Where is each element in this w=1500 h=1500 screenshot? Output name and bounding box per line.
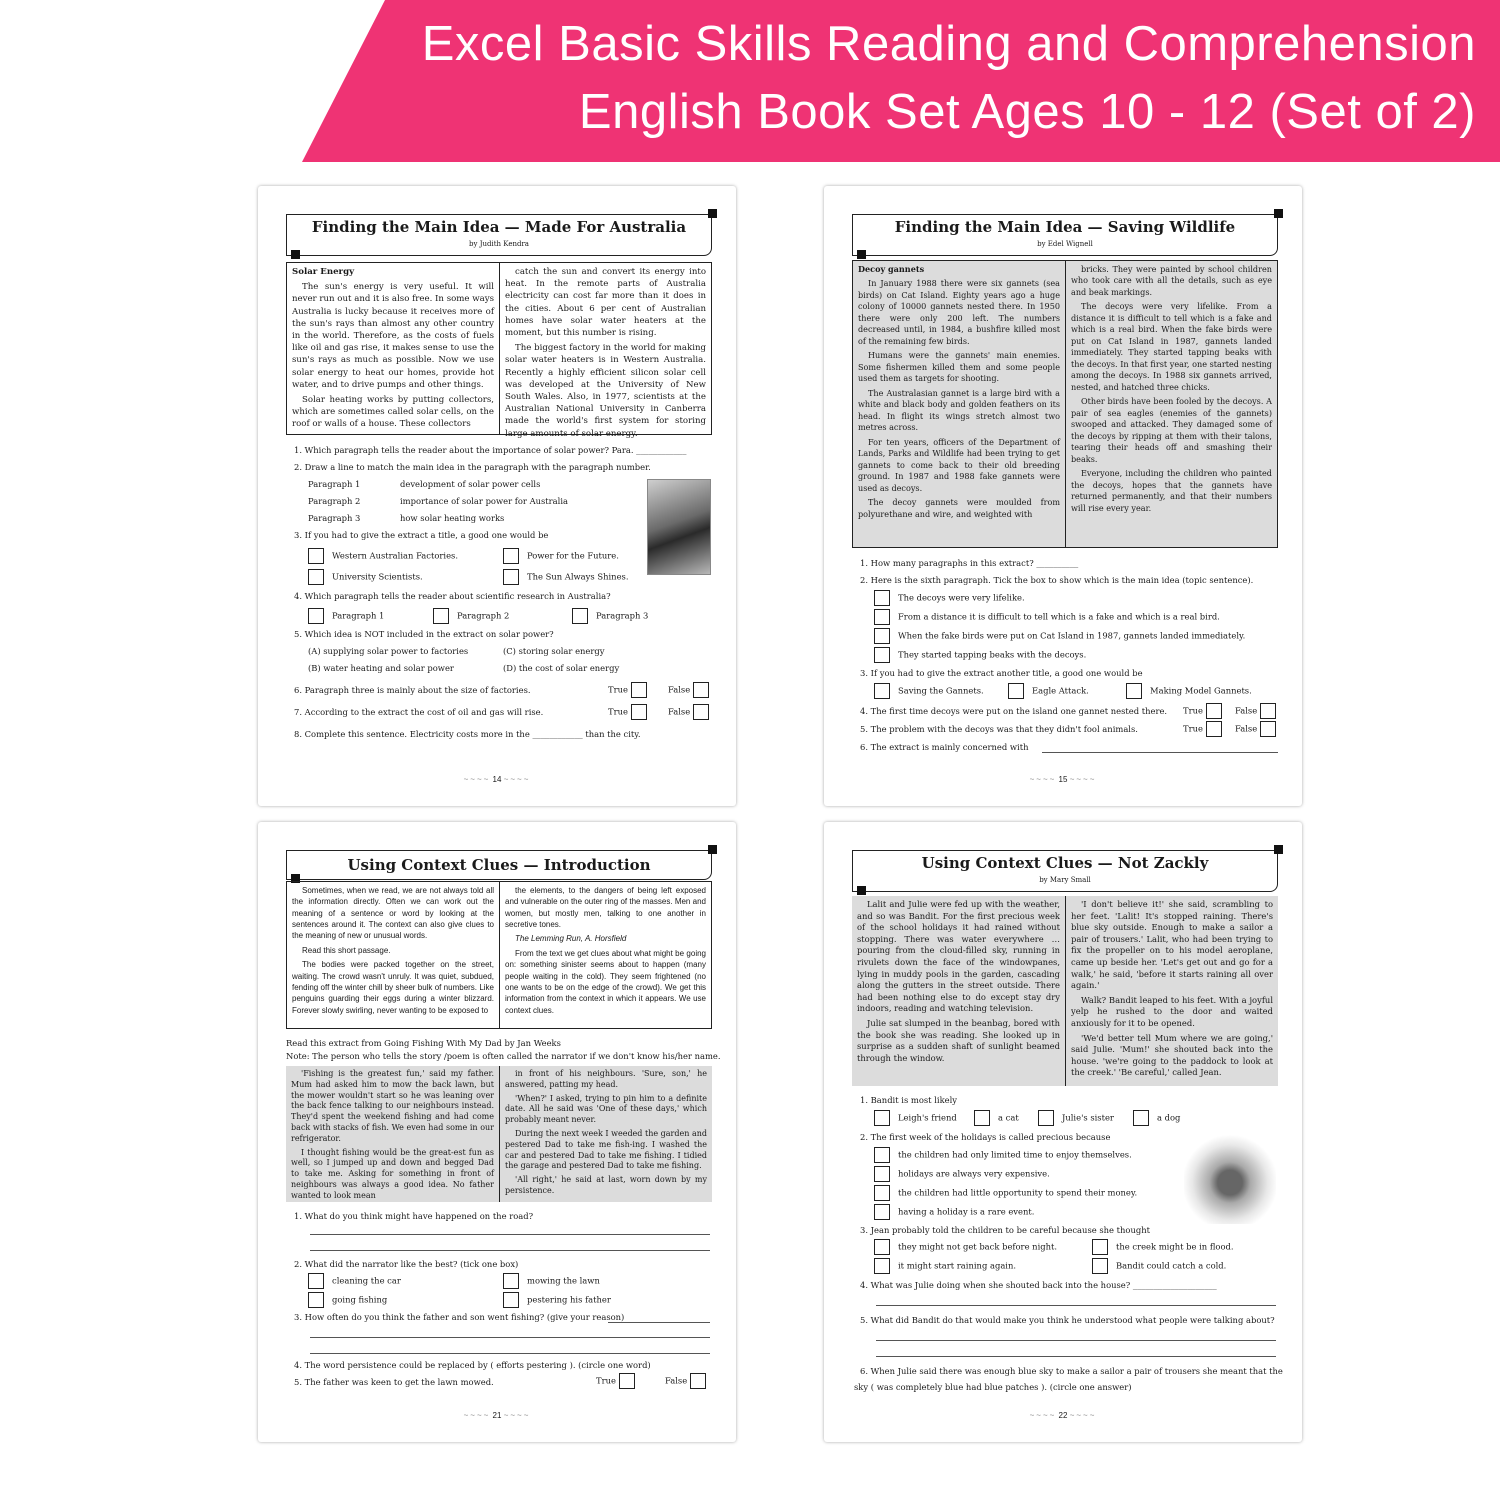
question-6: 6. Paragraph three is mainly about the size of factories. (294, 685, 531, 695)
passage-column-right (1065, 896, 1278, 1086)
passage-column-right (499, 263, 711, 439)
false-option[interactable]: False (1235, 703, 1284, 719)
question-3: 3. Jean probably told the children to be careful because she thought (860, 1225, 1150, 1235)
paragraph: 'We'd better tell Mum where we are going,' said Julie. 'Mum!' she shouted back into the house. 'we're going to the paddock to look at the creek.' 'Be careful,' called Jean. (1071, 1032, 1273, 1078)
passage-column-left (852, 896, 1065, 1086)
author: by Edel Wignell (1037, 240, 1093, 248)
passage-column-left (287, 882, 499, 1028)
checkbox[interactable] (1206, 703, 1222, 719)
question-4: 4. Which paragraph tells the reader about scientific research in Australia? (294, 591, 611, 601)
page-title: Using Context Clues — Introduction (347, 856, 651, 874)
banner-title-line-1: Excel Basic Skills Reading and Comprehension (421, 17, 1476, 71)
paragraph: in front of his neighbours. 'Sure, son,' he answered, patting my head. (505, 1069, 707, 1089)
checkbox[interactable] (1038, 1110, 1054, 1126)
paragraph: bricks. They were painted by school children who took care with all the details, such as eye and beak markings. (1071, 264, 1272, 297)
option[interactable]: having a holiday is a rare event. (874, 1204, 1034, 1220)
checkbox[interactable] (308, 608, 324, 624)
paragraph: 'Fishing is the greatest fun,' said my father. Mum had asked him to mow the back lawn, but the mower wouldn't start so he was leaning over the back fence talking to our neighbours instead. They'd spent the weekend fishing and had come back with stacks of fish. We even had some in our refrigerator. (291, 1069, 494, 1143)
question-8: 8. Complete this sentence. Electricity costs more in the ____________ than the city. (294, 729, 641, 739)
option[interactable]: Saving the Gannets. (874, 683, 984, 699)
passage-column-right (499, 882, 711, 1028)
option[interactable]: Western Australian Factories. (308, 548, 458, 564)
checkbox[interactable] (572, 608, 588, 624)
worksheet-page-15 (824, 186, 1302, 806)
match-label: Paragraph 1 (308, 479, 361, 489)
passage-column-left (287, 263, 499, 434)
paragraph: The decoy gannets were moulded from polyurethane and wire, and weighted with (858, 497, 1060, 519)
checkbox[interactable] (1260, 703, 1276, 719)
paragraph: The bodies were packed together on the street, waiting. The crowd wasn't unruly. It was quiet, subdued, fending off the winter chill by sheer bulk of numbers. Like penguins guarding their eggs during a winter blizzard. Forever slowly swirling, never wanting to be exposed to (292, 960, 494, 1015)
checkbox[interactable] (1008, 683, 1024, 699)
corner-square-icon (857, 886, 866, 895)
answer-line[interactable] (310, 1337, 710, 1338)
question-3: 3. If you had to give the extract another title, a good one would be (860, 668, 1143, 678)
option: (C) storing solar energy (503, 646, 605, 656)
checkbox[interactable] (1260, 721, 1276, 737)
worksheet-page-14 (258, 186, 736, 806)
paragraph: Sometimes, when we read, we are not always told all the information directly. Often we can work out the meaning of a sentence or word by looking at the sentences around it. The context can also give clues to the meaning of new or unusual words. (292, 886, 494, 941)
corner-square-icon (1274, 209, 1283, 218)
corner-square-icon (1274, 845, 1283, 854)
corner-square-icon (857, 250, 866, 259)
question-5: 5. Which idea is NOT included in the extract on solar power? (294, 629, 554, 639)
checkbox[interactable] (503, 569, 519, 585)
match-label: Paragraph 2 (308, 496, 361, 506)
paragraph: During the next week I weeded the garden and pestered Dad to take me fish-ing. I washed the car and pestered Dad to take me fishing. I tidied the garage and pestered Dad to take me fishing. (505, 1128, 707, 1171)
question-7: 7. According to the extract the cost of oil and gas will rise. (294, 707, 544, 717)
option[interactable]: University Scientists. (308, 569, 423, 585)
page-header (286, 850, 712, 880)
checkbox[interactable] (1126, 683, 1142, 699)
option[interactable]: Leigh's friend (874, 1110, 957, 1126)
corner-square-icon (708, 209, 717, 218)
answer-line[interactable] (876, 1356, 1276, 1357)
false-option[interactable]: False (668, 704, 717, 720)
passage-subheading: Decoy gannets (858, 264, 925, 274)
checkbox[interactable] (619, 1373, 635, 1389)
solar-collector-photo (647, 479, 711, 575)
question-6-continued: sky ( was completely blue had blue patches ). (circle one answer) (854, 1382, 1132, 1392)
page-number: ~~~~ 21 ~~~~ (463, 1411, 531, 1420)
match-idea: how solar heating works (400, 513, 505, 523)
reading-passage (852, 260, 1278, 548)
introduction-passage (286, 881, 712, 1029)
page-title: Using Context Clues — Not Zackly (921, 854, 1209, 872)
checkbox[interactable] (1133, 1110, 1149, 1126)
option[interactable]: pestering his father (503, 1292, 611, 1308)
checkbox[interactable] (974, 1110, 990, 1126)
answer-line[interactable] (1042, 752, 1278, 753)
question-2: 2. Here is the sixth paragraph. Tick the box to show which is the main idea (topic sentence). (860, 575, 1254, 585)
question-2: 2. The first week of the holidays is called precious because (860, 1132, 1111, 1142)
note: Note: The person who tells the story /poem is often called the narrator if we don't know his/her name. (286, 1051, 721, 1061)
checkbox[interactable] (503, 548, 519, 564)
checkbox[interactable] (874, 647, 890, 663)
option[interactable]: the children had little opportunity to spend their money. (874, 1185, 1137, 1201)
page-header (852, 850, 1278, 892)
question-5: 5. The problem with the decoys was that they didn't fool animals. (860, 724, 1138, 734)
paragraph: 'I don't believe it!' she said, scrambling to her feet. 'Lalit! It's stopped raining. There's blue sky outside. Enough to make a sailor a pair of trousers.' Lalit, who had been trying to fix the propeller on to his model aeroplane, came up beside her. 'Let's get out and go for a walk,' he said, 'before it starts raining all over again.' (1071, 899, 1273, 991)
paragraph: From the text we get clues about what might be going on: something sinister seems about to happen (many people waiting in the cold). They seem frightened (no one wants to be on the edge of the crowd). We get this information from the context in which it appears. We use context clues. (505, 948, 706, 1015)
match-label: Paragraph 3 (308, 513, 361, 523)
checkbox[interactable] (874, 609, 890, 625)
question-4: 4. The first time decoys were put on the island one gannet nested there. (860, 706, 1168, 716)
paragraph: Other birds have been fooled by the decoys. A pair of sea eagles (enemies of the gannets) swooped and attacked. They damaged some of the decoys by ripping at them with their talons, tearing their heads off and smashing their beaks. (1071, 396, 1272, 464)
question-3: 3. If you had to give the extract a title, a good one would be (294, 530, 549, 540)
answer-line[interactable] (310, 1234, 710, 1235)
option[interactable]: Paragraph 3 (572, 608, 648, 624)
paragraph: In January 1988 there were six gannets (sea birds) on Cat Island. Eighty years ago a huge colony of 10000 gannets nested there. In 1950 there were only 200 left. The numbers decreased until, in 1984, a bushfire killed most of the remaining few birds. (858, 278, 1060, 346)
answer-line[interactable] (608, 1322, 710, 1323)
checkbox[interactable] (690, 1373, 706, 1389)
question-1: 1. What do you think might have happened on the road? (294, 1211, 534, 1221)
option[interactable]: Power for the Future. (503, 548, 619, 564)
question-1: 1. How many paragraphs in this extract? __________ (860, 558, 1079, 568)
option[interactable]: cleaning the car (308, 1273, 401, 1289)
corner-square-icon (708, 845, 717, 854)
checkbox[interactable] (308, 569, 324, 585)
citation: The Lemming Run, A. Horsfield (515, 934, 627, 944)
option[interactable]: The decoys were very lifelike. (874, 590, 1025, 606)
option[interactable]: From a distance it is difficult to tell which is a fake and which is a real bird. (874, 609, 1220, 625)
false-option[interactable]: False (665, 1373, 714, 1389)
page-header (852, 214, 1278, 256)
answer-line[interactable] (310, 1250, 710, 1251)
paragraph: I thought fishing would be the great-est fun as well, so I jumped up and down and begged Dad to take me. Asking for something in front of neighbours was always a good idea. No father wanted to look mean (291, 1147, 494, 1200)
checkbox[interactable] (503, 1273, 519, 1289)
checkbox[interactable] (1092, 1258, 1108, 1274)
paragraph: Julie sat slumped in the beanbag, bored with the book she was reading. She looked up in surprise as a sudden shaft of sunlight beamed through the window. (857, 1017, 1060, 1063)
option[interactable]: holidays are always very expensive. (874, 1166, 1050, 1182)
question-2: 2. Draw a line to match the main idea in the paragraph with the paragraph number. (294, 462, 651, 472)
checkbox[interactable] (308, 548, 324, 564)
question-1: 1. Which paragraph tells the reader about the importance of solar power? Para. ____________ (294, 445, 687, 455)
checkbox[interactable] (874, 1239, 890, 1255)
option[interactable]: they might not get back before night. (874, 1239, 1057, 1255)
paragraph: Lalit and Julie were fed up with the weather, and so was Bandit. For the first precious week of the school holidays it had rained without stopping. There was water everywhere … pouring from the cloud-filled sky, running in rivulets down the face of the windowpanes, lying in muddy pools in the garden, cascading along the gutters in the street outside. There had been nothing else to do except stay dry indoors, reading and watching television. (857, 899, 1060, 1014)
question-4: 4. What was Julie doing when she shouted back into the house? ____________________ (860, 1280, 1217, 1290)
paragraph: The sun's energy is very useful. It will never run out and it is also free. In some ways Australia is lucky because it receives more of the sun's rays than almost any other country in the world. Therefore, as the costs of fuels like oil and gas rise, it makes sense to use the sun's rays as much as possible. Now we use solar energy to heat our homes, provide hot water, and to drive pumps and other things. (292, 282, 494, 390)
answer-line[interactable] (876, 1305, 1276, 1306)
checkbox[interactable] (631, 704, 647, 720)
reading-passage (286, 262, 712, 439)
question-6: 6. When Julie said there was enough blue sky to make a sailor a pair of trousers she meant that the (860, 1366, 1283, 1376)
question-5: 5. The father was keen to get the lawn mowed. (294, 1377, 494, 1387)
extract-column-left (286, 1066, 499, 1202)
question-1: 1. Bandit is most likely (860, 1095, 958, 1105)
option: (A) supplying solar power to factories (308, 646, 469, 656)
true-option[interactable]: True (608, 704, 655, 720)
checkbox[interactable] (874, 1258, 890, 1274)
checkbox[interactable] (874, 1185, 890, 1201)
option[interactable]: Julie's sister (1038, 1110, 1114, 1126)
paragraph: Read this short passage. (302, 945, 391, 955)
page-number: ~~~~ 22 ~~~~ (1029, 1411, 1097, 1420)
question-4: 4. The word persistence could be replaced by ( efforts pestering ). (circle one word) (294, 1360, 651, 1370)
paragraph: Walk? Bandit leaped to his feet. With a joyful yelp he rushed to the door and waited anxiously for it to be opened. (1071, 994, 1273, 1028)
option[interactable]: the creek might be in flood. (1092, 1239, 1234, 1255)
page-title: Finding the Main Idea — Made For Australia (311, 218, 687, 236)
checkbox[interactable] (631, 682, 647, 698)
page-header (286, 214, 712, 256)
paragraph: catch the sun and convert its energy into heat. In the remote parts of Australia electricity can cost far more than it does in the cities. About 6 per cent of Australian homes have solar water heaters at the moment, but this number is rising. (505, 267, 706, 339)
paragraph: Everyone, including the children who painted the decoys, hopes that the gannets have returned permanently, and that their numbers will rise every year. (1071, 468, 1272, 513)
match-idea: importance of solar power for Australia (400, 496, 569, 506)
reading-passage (852, 896, 1278, 1086)
checkbox[interactable] (1206, 721, 1222, 737)
question-6: 6. The extract is mainly concerned with (860, 742, 1029, 752)
answer-line[interactable] (310, 1353, 710, 1354)
paragraph: The biggest factory in the world for making solar water heaters is in Western Australia. Recently a highly efficient silicon solar cell was developed at the University of New South Wales. Also, in 1977, scientists at the Australian National University in Canberra made the world's first system for storing large amounts of solar energy. (505, 343, 706, 439)
extract-passage (286, 1066, 712, 1202)
option: (B) water heating and solar power (308, 663, 454, 673)
paragraph: 'When?' I asked, trying to pin him to a definite date. All he said was 'One of these days,' which probably meant never. (505, 1093, 707, 1125)
page-title: Finding the Main Idea — Saving Wildlife (894, 218, 1236, 236)
false-option[interactable]: False (1235, 721, 1284, 737)
option[interactable]: Eagle Attack. (1008, 683, 1089, 699)
page-number: ~~~~ 15 ~~~~ (1029, 775, 1097, 784)
paragraph: The Australasian gannet is a large bird with a white and black body and golden feathers on its head. In flight its wings stretch almost two metres across. (858, 387, 1060, 433)
corner-square-icon (291, 250, 300, 259)
option: (D) the cost of solar energy (503, 663, 620, 673)
checkbox[interactable] (874, 1204, 890, 1220)
question-2: 2. What did the narrator like the best? (tick one box) (294, 1259, 519, 1269)
option[interactable]: Paragraph 1 (308, 608, 384, 624)
paragraph: 'All right,' he said at last, worn down by my persistence. (505, 1175, 707, 1195)
extract-intro: Read this extract from Going Fishing With My Dad by Jan Weeks (286, 1038, 561, 1048)
checkbox[interactable] (874, 628, 890, 644)
true-option[interactable]: True (596, 1373, 643, 1389)
dog-illustration (1184, 1132, 1276, 1224)
passage-column-left (853, 261, 1065, 547)
paragraph: Solar heating works by putting collectors, which are sometimes called solar cells, on the roof or walls of a house. These collectors (292, 395, 494, 430)
option[interactable]: When the fake birds were put on Cat Island in 1987, gannets landed immediately. (874, 628, 1245, 644)
checkbox[interactable] (693, 704, 709, 720)
worksheet-page-21 (258, 822, 736, 1442)
author: by Judith Kendra (469, 240, 529, 248)
passage-subheading: Solar Energy (292, 267, 355, 277)
checkbox[interactable] (308, 1273, 324, 1289)
page-number: ~~~~ 14 ~~~~ (463, 775, 531, 784)
checkbox[interactable] (874, 683, 890, 699)
worksheet-page-22 (824, 822, 1302, 1442)
checkbox[interactable] (874, 590, 890, 606)
checkbox[interactable] (308, 1292, 324, 1308)
match-idea: development of solar power cells (400, 479, 541, 489)
true-option[interactable]: True (1183, 703, 1230, 719)
option[interactable]: the children had only limited time to enjoy themselves. (874, 1147, 1132, 1163)
product-banner (0, 0, 1500, 162)
checkbox[interactable] (433, 608, 449, 624)
option[interactable]: going fishing (308, 1292, 387, 1308)
answer-line[interactable] (876, 1340, 1276, 1341)
option[interactable]: mowing the lawn (503, 1273, 600, 1289)
true-option[interactable]: True (1183, 721, 1230, 737)
option[interactable]: it might start raining again. (874, 1258, 1016, 1274)
checkbox[interactable] (874, 1110, 890, 1126)
question-5: 5. What did Bandit do that would make you think he understood what people were talking about? (860, 1315, 1275, 1325)
checkbox[interactable] (503, 1292, 519, 1308)
paragraph: The decoys were very lifelike. From a distance it is difficult to tell which is a fake and which is a real bird. When the fake birds were put on Cat Island in 1987, gannets landed immediately. They started tapping beaks with the decoys. In that first year, one started nesting among the decoys. In 1988 six gannets arrived, nested, and hatched three chicks. (1071, 301, 1272, 392)
checkbox[interactable] (874, 1147, 890, 1163)
option[interactable]: a cat (974, 1110, 1019, 1126)
false-option[interactable]: False (668, 682, 717, 698)
paragraph: For ten years, officers of the Department of Lands, Parks and Wildlife had been trying to get gannets to come back to their old breeding ground. In 1987 and 1988 fake gannets were used as decoys. (858, 436, 1060, 493)
extract-column-right (499, 1066, 712, 1202)
paragraph: Humans were the gannets' main enemies. Some fishermen killed them and some people used them as targets for shooting. (858, 350, 1060, 384)
passage-column-right (1065, 261, 1277, 547)
option[interactable]: Paragraph 2 (433, 608, 509, 624)
checkbox[interactable] (693, 682, 709, 698)
true-option[interactable]: True (608, 682, 655, 698)
question-3: 3. How often do you think the father and son went fishing? (give your reason) (294, 1312, 625, 1322)
paragraph: the elements, to the dangers of being left exposed and vulnerable on the outer ring of the masses. Men and women, but mostly men, talking to one another in secretive tones. (505, 886, 706, 930)
banner-title-line-2: English Book Set Ages 10 - 12 (Set of 2) (578, 85, 1476, 139)
checkbox[interactable] (1092, 1239, 1108, 1255)
option[interactable]: a dog (1133, 1110, 1180, 1126)
checkbox[interactable] (874, 1166, 890, 1182)
author: by Mary Small (1039, 876, 1091, 884)
option[interactable]: The Sun Always Shines. (503, 569, 629, 585)
option[interactable]: Bandit could catch a cold. (1092, 1258, 1226, 1274)
option[interactable]: Making Model Gannets. (1126, 683, 1252, 699)
option[interactable]: They started tapping beaks with the decoys. (874, 647, 1086, 663)
